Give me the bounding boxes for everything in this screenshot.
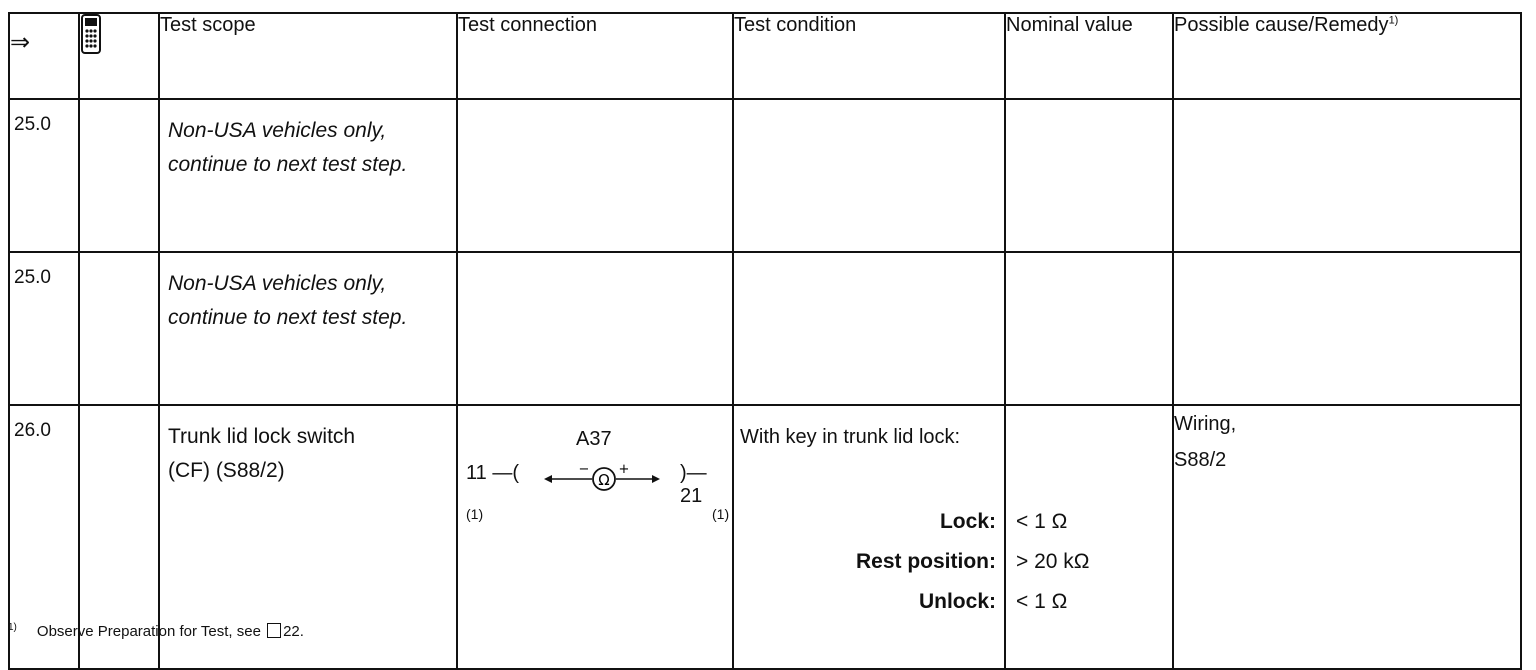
possible-cause-header [1173, 13, 1521, 99]
step-number: 26.0 [9, 405, 79, 669]
footnote-page-ref: 22. [283, 623, 304, 640]
remedy-line: Wiring, [1174, 413, 1237, 435]
condition-label: Rest position: [856, 550, 996, 573]
test-table [8, 12, 1522, 670]
condition-cell [733, 405, 1005, 669]
condition-label: Unlock: [918, 590, 996, 613]
right-pin-number: 21 [680, 485, 703, 507]
scope-line: (CF) (S88/2) [168, 459, 285, 482]
condition-cell [733, 252, 1005, 405]
ohmmeter-icon [544, 462, 664, 492]
arrow-header: ⇒ [9, 13, 79, 99]
test-scope-header: Test scope [159, 13, 457, 99]
nominal-cell [1005, 99, 1173, 252]
component-label: A37 [576, 428, 612, 450]
condition-cell [733, 99, 1005, 252]
left-pin-number: 11 [466, 462, 487, 484]
meter-symbol: Ω [598, 471, 610, 489]
test-scope-cell [159, 252, 457, 405]
test-scope-cell [159, 99, 457, 252]
right-pin: )— 21 [680, 462, 707, 507]
condition-head: With key in trunk lid lock: [740, 426, 961, 448]
right-pin-sub: (1) [712, 506, 730, 522]
nominal-cell [1005, 252, 1173, 405]
connection-cell [457, 252, 733, 405]
remedy-cell [1173, 252, 1521, 405]
scope-line: continue to next test step. [168, 306, 408, 329]
header-row [9, 13, 1521, 99]
meter-minus: − [578, 462, 590, 477]
meter-plus: + [618, 462, 630, 477]
table-row [9, 252, 1521, 405]
tester-icon [80, 14, 102, 54]
scope-line: Non-USA vehicles only, [168, 272, 387, 295]
possible-cause-sup: 1) [1388, 14, 1399, 27]
remedy-cell [1173, 405, 1521, 669]
nominal-value: < 1 Ω [1016, 590, 1068, 613]
connection-cell [457, 405, 733, 669]
tester-icon-header [79, 13, 159, 99]
scope-line: Trunk lid lock switch [168, 425, 356, 448]
remedy-line: S88/2 [1174, 449, 1227, 471]
nominal-value: < 1 Ω [1016, 510, 1068, 533]
remedy-cell [1173, 99, 1521, 252]
footnote-text: Observe Preparation for Test, see [36, 623, 261, 640]
test-connection-header: Test connection [457, 13, 733, 99]
nominal-value-header: Nominal value [1005, 13, 1173, 99]
tester-cell [79, 99, 159, 252]
left-pin: 11 —( [466, 462, 519, 484]
nominal-value: > 20 kΩ [1016, 550, 1090, 573]
left-pin-sub: (1) [466, 506, 484, 522]
footnote-marker: 1) [8, 622, 17, 633]
test-condition-header: Test condition [733, 13, 1005, 99]
step-number: 25.0 [9, 99, 79, 252]
nominal-cell [1005, 405, 1173, 669]
footnote [8, 622, 304, 640]
nominal-list [1016, 502, 1090, 622]
condition-list [856, 502, 996, 622]
scope-line: continue to next test step. [168, 153, 408, 176]
page-reference-icon [267, 623, 281, 638]
possible-cause-label: Possible cause/Remedy [1174, 14, 1389, 36]
scope-line: Non-USA vehicles only, [168, 119, 387, 142]
table-row [9, 99, 1521, 252]
step-number: 25.0 [9, 252, 79, 405]
tester-cell [79, 252, 159, 405]
connection-cell [457, 99, 733, 252]
condition-label: Lock: [939, 510, 996, 533]
